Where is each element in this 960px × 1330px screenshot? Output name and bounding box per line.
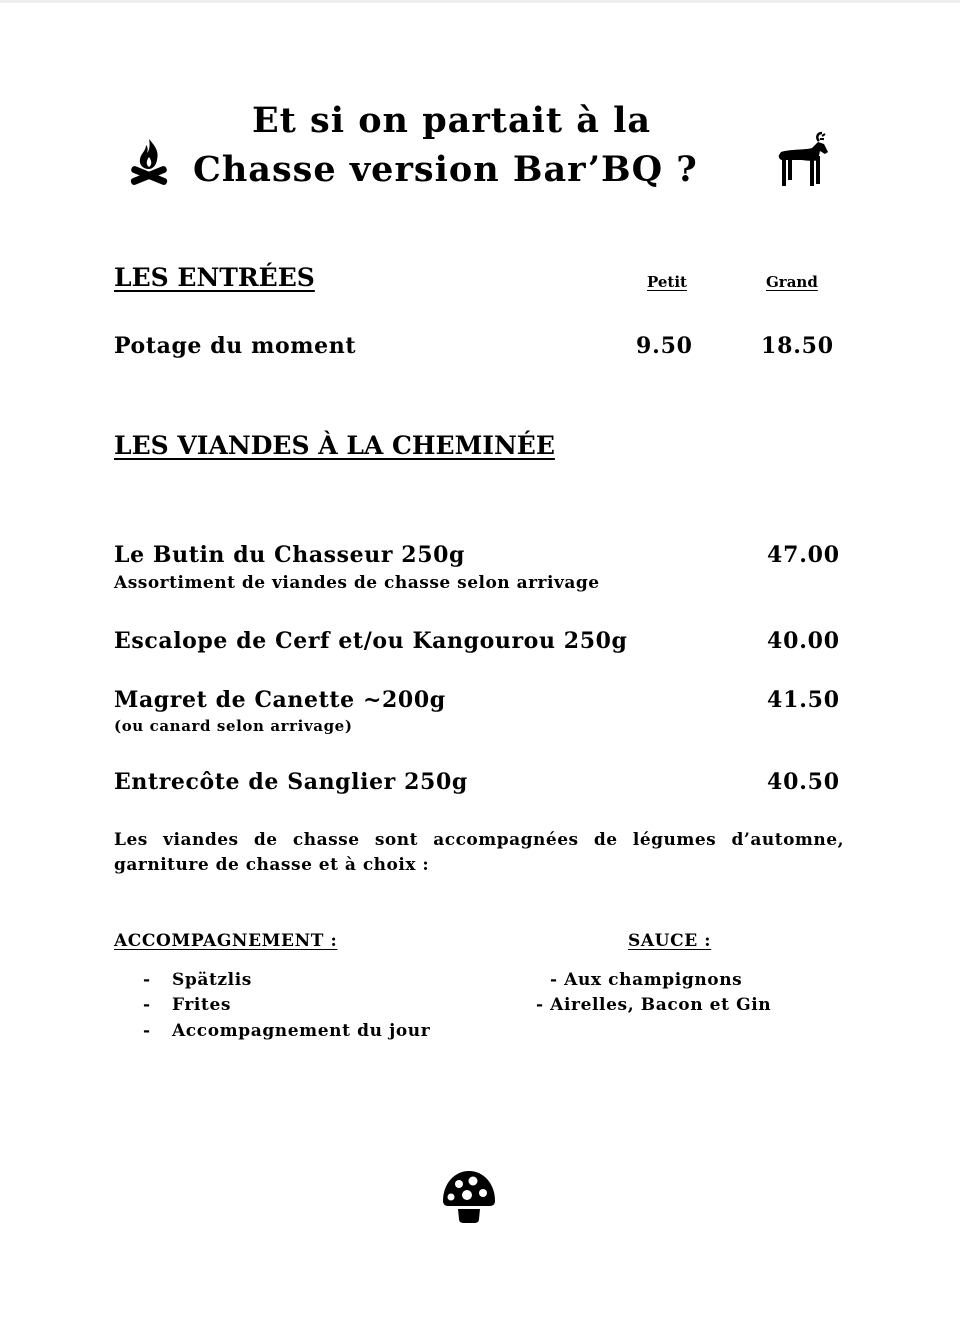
viandes-heading: LES VIANDES À LA CHEMINÉE [114, 431, 555, 460]
column-header-petit: Petit [647, 273, 687, 291]
viande-item-price: 47.00 [767, 542, 840, 568]
viande-item-name: Le Butin du Chasseur 250g [114, 542, 466, 568]
viande-item-name: Magret de Canette ~200g [114, 687, 446, 713]
page-top-border [0, 0, 960, 3]
sauce-item: - Aux champignons [550, 970, 743, 990]
accompagnement-heading: ACCOMPAGNEMENT : [114, 931, 338, 951]
column-header-grand: Grand [766, 273, 818, 291]
accompagnement-item: - Frites [143, 995, 232, 1015]
entrees-heading: LES ENTRÉES [114, 263, 315, 292]
viande-item-price: 41.50 [767, 687, 840, 713]
accompagnement-item: - Accompagnement du jour [143, 1021, 431, 1041]
sauce-item: - Airelles, Bacon et Gin [536, 995, 772, 1015]
entree-item-price-small: 9.50 [636, 333, 693, 359]
viande-item-price: 40.00 [767, 628, 840, 654]
entree-item-price-large: 18.50 [761, 333, 834, 359]
accompagnement-item: - Spätzlis [143, 970, 252, 990]
campfire-icon [126, 136, 172, 188]
entree-item-name: Potage du moment [114, 333, 357, 359]
viande-item-name: Escalope de Cerf et/ou Kangourou 250g [114, 628, 628, 654]
viande-item-desc: Assortiment de viandes de chasse selon arrivage [114, 573, 600, 593]
viande-item-name: Entrecôte de Sanglier 250g [114, 769, 468, 795]
deer-icon [776, 130, 830, 188]
sauce-heading: SAUCE : [628, 931, 712, 951]
mushroom-icon [441, 1169, 497, 1225]
viande-item-desc: (ou canard selon arrivage) [114, 717, 353, 735]
title-line-2: Chasse version Bar’BQ ? [193, 149, 698, 190]
title-line-1: Et si on partait à la [252, 100, 652, 141]
viande-item-price: 40.50 [767, 769, 840, 795]
accompaniment-note: Les viandes de chasse sont accompagnées de légumes d’automne, garniture de chasse et à choix : [114, 830, 844, 875]
